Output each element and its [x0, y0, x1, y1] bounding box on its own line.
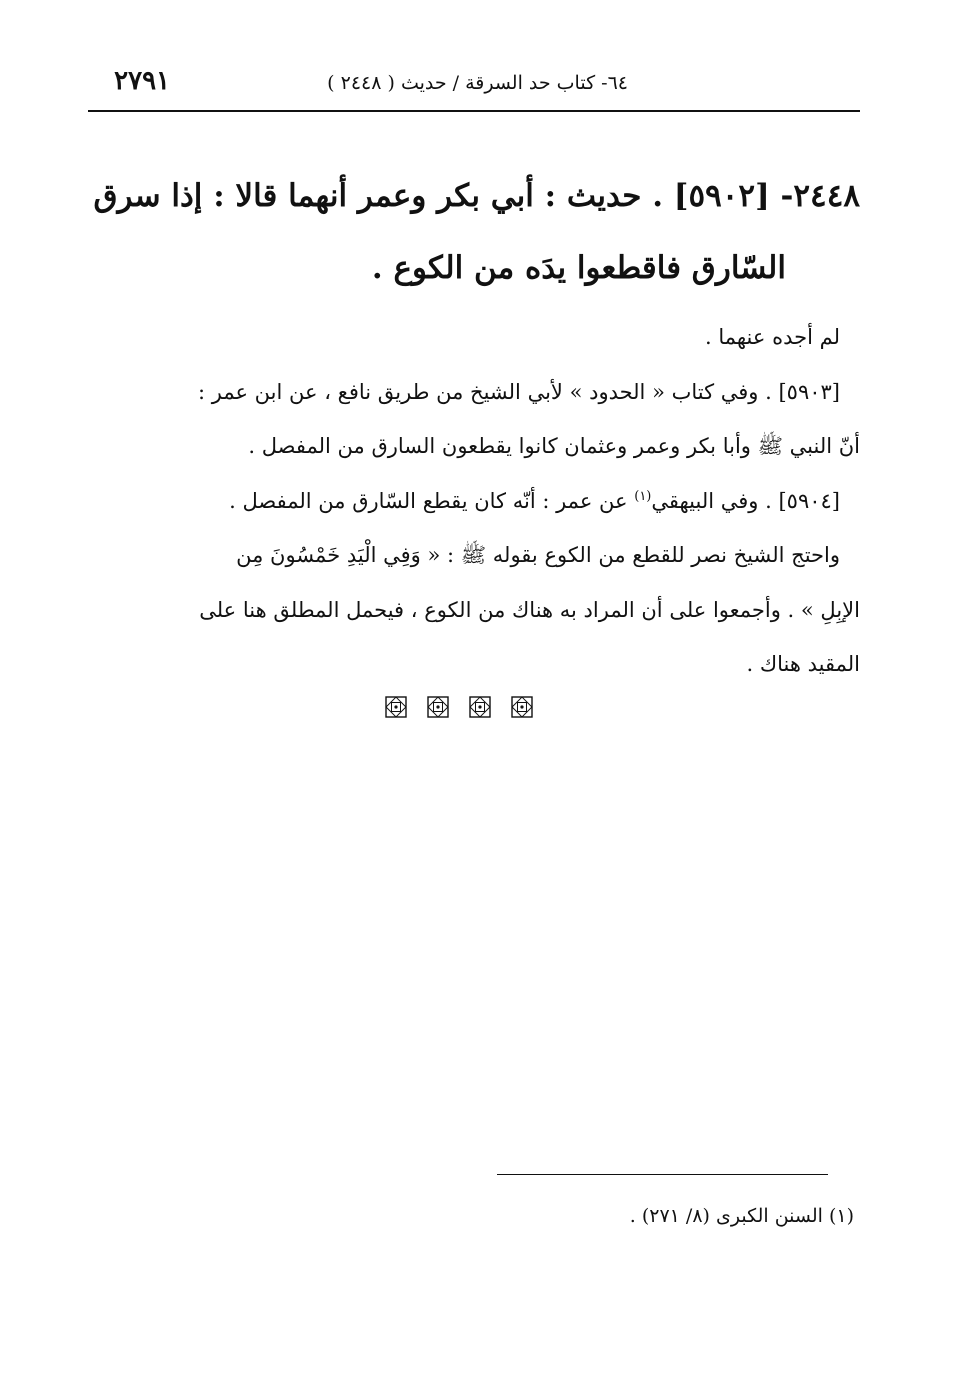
body-line-4: [88, 474, 860, 529]
header-rule: [88, 110, 860, 112]
page-number: ٢٧٩١: [114, 66, 170, 96]
body-line-1: لم أجده عنهما .: [704, 325, 840, 349]
footnote-separator: [497, 1174, 828, 1175]
commentary-body: [88, 310, 860, 692]
footnote: (١) السنن الكبرى (٨/ ٢٧١) .: [629, 1205, 854, 1227]
body-line-4-end: عن عمر : أنّه كان يقطع السّارق من المفصل .: [229, 488, 635, 513]
running-head: [88, 64, 860, 104]
geometric-knot-ornament-icon: [427, 696, 449, 718]
section-ornaments: [385, 693, 533, 721]
hadith-heading-line-2: السّارق فاقطعوا يدَه من الكوع .: [371, 250, 786, 286]
footnote-reference[interactable]: (١): [634, 488, 652, 504]
body-line-6: الإبِلِ » . وأجمعوا على أن المراد به هناك من الكوع ، فيحمل المطلق هنا على: [199, 597, 860, 622]
body-line-7: المقيد هناك .: [746, 652, 860, 676]
body-line-5: واحتج الشيخ نصر للقطع من الكوع بقوله ﷺ : « وَفِي الْيَدِ خَمْسُونَ مِن: [236, 543, 840, 567]
body-line-4-start: [٥٩٠٤] . وفي البيهقي: [651, 488, 840, 513]
geometric-knot-ornament-icon: [385, 696, 407, 718]
geometric-knot-ornament-icon: [511, 696, 533, 718]
hadith-heading-line-1: ٢٤٤٨- [٥٩٠٢] . حديث : أبي بكر وعمر أنهما قالا : إذا سرق: [93, 178, 860, 214]
hadith-heading: [88, 160, 860, 304]
geometric-knot-ornament-icon: [469, 696, 491, 718]
body-line-3: أنّ النبي ﷺ وأبا بكر وعمر وعثمان كانوا يقطعون السارق من المفصل .: [248, 434, 860, 458]
body-line-2: [٥٩٠٣] . وفي كتاب « الحدود » لأبي الشيخ من طريق نافع ، عن ابن عمر :: [197, 379, 840, 404]
running-title: ٦٤- كتاب حد السرقة / حديث ( ٢٤٤٨ ): [327, 72, 628, 94]
